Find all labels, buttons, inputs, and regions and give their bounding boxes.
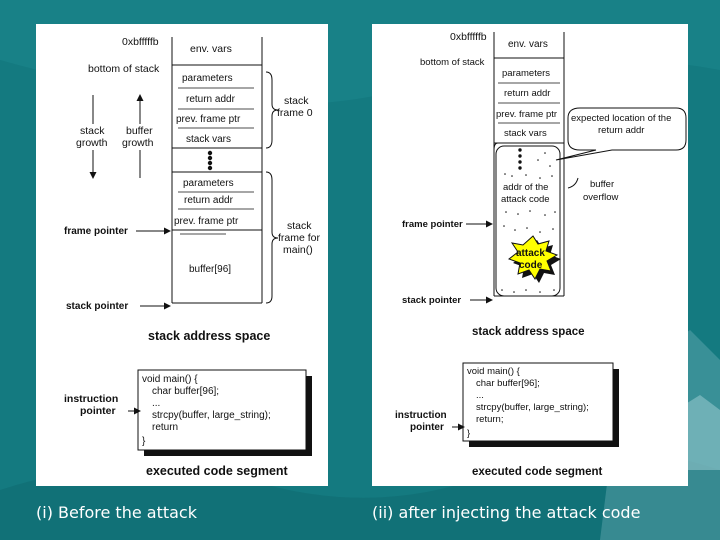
right-addr-attack-line1: addr of the [503, 182, 549, 193]
left-top-address: 0xbfffffb [122, 36, 159, 48]
right-code-line: strcpy(buffer, large_string); [476, 402, 589, 413]
right-attack-code-line1: attack [516, 248, 545, 259]
left-bottom-of-stack-label: bottom of stack [88, 63, 160, 75]
left-return-addr-cell: return addr [186, 94, 235, 105]
left-code-line: } [142, 436, 146, 447]
right-code-line: return; [476, 414, 504, 425]
left-stack-pointer-label: stack pointer [66, 301, 129, 312]
left-buffer-growth-line1: buffer [126, 125, 153, 137]
left-instruction-line1: instruction [64, 393, 119, 405]
right-env-vars-cell: env. vars [508, 39, 548, 50]
left-env-vars-cell: env. vars [190, 43, 232, 55]
right-code-line: } [467, 428, 471, 439]
right-frame-pointer-label: frame pointer [402, 219, 463, 230]
right-expected-location-line1: expected location of the [571, 113, 672, 124]
right-executed-code-segment-title: executed code segment [472, 466, 603, 478]
caption-after-attack: (ii) after injecting the attack code [372, 503, 641, 522]
right-top-address: 0xbfffffb [450, 31, 487, 43]
right-stack-address-space-title: stack address space [472, 326, 585, 338]
right-expected-location-line2: return addr [598, 125, 645, 136]
left-executed-code-segment-title: executed code segment [146, 464, 288, 478]
right-code-line: char buffer[96]; [476, 378, 540, 389]
left-stack-growth-line2: growth [76, 137, 108, 149]
right-instruction-line2: pointer [410, 422, 444, 433]
left-instruction-line2: pointer [80, 405, 116, 417]
left-code-line: strcpy(buffer, large_string); [152, 410, 271, 421]
right-buffer-overflow-line1: buffer [590, 179, 615, 190]
left-stack-growth-line1: stack [80, 125, 105, 137]
left-prev-frame-ptr-cell: prev. frame ptr [176, 114, 241, 125]
left-frame-pointer-label: frame pointer [64, 226, 128, 237]
left-code-line: return [152, 422, 179, 433]
right-code-line: ... [476, 390, 484, 401]
left-code-line: void main() { [142, 374, 198, 385]
left-parameters-cell: parameters [182, 73, 233, 84]
left-buffer-growth-line2: growth [122, 137, 154, 149]
left-stack-frame-0-line2: frame 0 [277, 107, 313, 119]
right-prev-frame-ptr-cell: prev. frame ptr [496, 109, 558, 120]
right-code-line: void main() { [467, 366, 520, 377]
left-parameters-cell-2: parameters [183, 178, 234, 189]
left-stack-frame-main-line2: frame for [278, 232, 321, 244]
right-buffer-overflow-line2: overflow [583, 192, 619, 203]
right-bottom-of-stack-label: bottom of stack [420, 57, 485, 68]
right-attack-code-line2: code [519, 260, 543, 271]
left-buffer96-cell: buffer[96] [189, 264, 232, 275]
left-panel [36, 24, 328, 486]
left-prev-frame-ptr-cell-2: prev. frame ptr [174, 216, 239, 227]
left-stack-vars-cell: stack vars [186, 134, 232, 145]
left-code-line: ... [152, 398, 161, 409]
right-stack-vars-cell: stack vars [504, 128, 547, 139]
left-stack-frame-0-line1: stack [284, 95, 309, 107]
right-parameters-cell: parameters [502, 68, 551, 79]
left-stack-address-space-title: stack address space [148, 329, 271, 343]
right-addr-attack-line2: attack code [501, 194, 550, 205]
right-stack-pointer-label: stack pointer [402, 295, 462, 306]
right-return-addr-cell: return addr [504, 88, 551, 99]
left-return-addr-cell-2: return addr [184, 195, 233, 206]
right-instruction-line1: instruction [395, 410, 447, 421]
caption-before-attack: (i) Before the attack [36, 503, 197, 522]
right-panel [372, 24, 688, 486]
left-stack-frame-main-line1: stack [287, 220, 312, 232]
left-stack-frame-main-line3: main() [283, 244, 313, 256]
left-code-line: char buffer[96]; [152, 386, 220, 397]
